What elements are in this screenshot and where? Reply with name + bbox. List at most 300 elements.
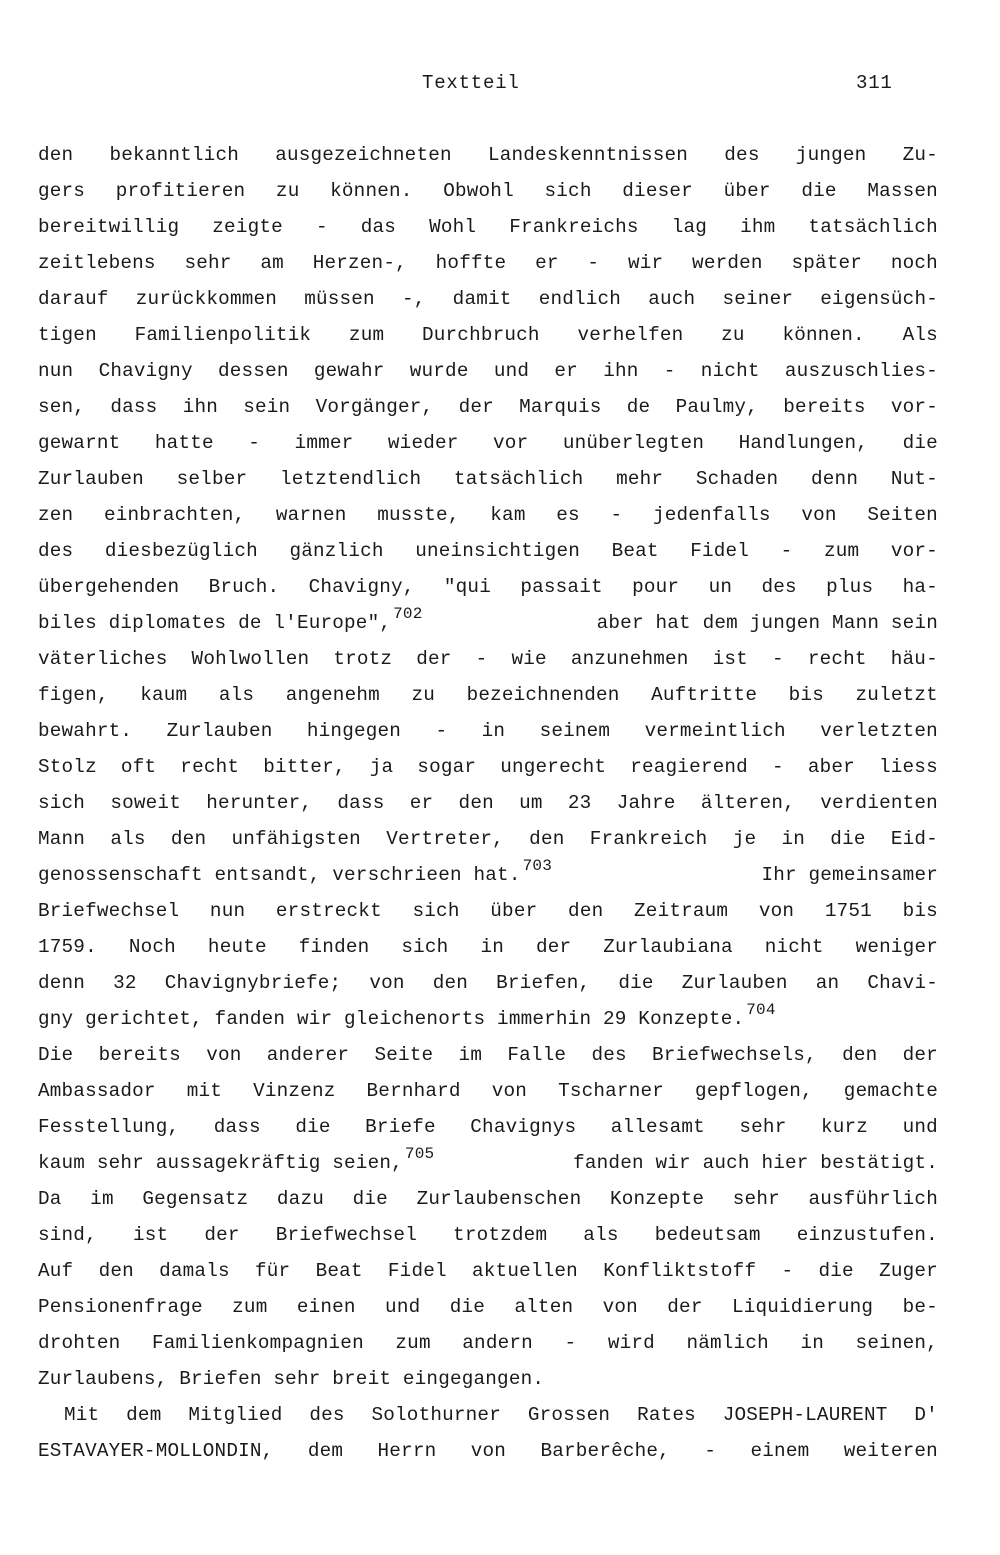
word: als [110, 828, 146, 850]
word: Zurlaubiana [603, 936, 733, 958]
word: später [791, 252, 863, 274]
word: lag [671, 216, 708, 238]
text-line [38, 461, 938, 497]
word: Massen [867, 180, 938, 202]
word: - [663, 360, 676, 382]
word: Nut- [890, 468, 938, 490]
word: die [618, 972, 654, 994]
word: bis [788, 684, 824, 706]
word: zu [721, 324, 745, 346]
word: die [449, 1296, 486, 1318]
word: bezeichnenden [466, 684, 620, 706]
word: Landeskenntnissen [487, 144, 689, 166]
word: gewahr [313, 360, 385, 382]
word: liess [879, 756, 938, 778]
word: kaum [140, 684, 188, 706]
word: Chavignys [470, 1116, 577, 1138]
word: hoffte [435, 252, 507, 274]
word: zum [823, 540, 860, 562]
word: als [218, 684, 255, 706]
text-line [38, 1109, 938, 1145]
word: dazu [276, 1188, 324, 1210]
word: Fesstellung, [38, 1116, 180, 1138]
word: Gegensatz [142, 1188, 249, 1210]
word: eigensüch- [820, 288, 938, 310]
word: unüberlegten [562, 432, 705, 454]
word: seinen, [855, 1332, 938, 1354]
word: denn [38, 972, 86, 994]
word: jungen [795, 144, 867, 166]
word: sind, [38, 1224, 97, 1246]
word: am [260, 252, 284, 274]
word: Solothurner [371, 1404, 501, 1426]
word: des [761, 576, 797, 598]
word: zum [395, 1332, 431, 1354]
word: musste, [377, 504, 460, 526]
text-line-with-footnote [38, 605, 938, 641]
word: - [772, 648, 784, 670]
word: bitter, [263, 756, 346, 778]
word: Tscharner [558, 1080, 665, 1102]
word: Konfliktstoff [603, 1260, 757, 1282]
word: Zurlaubenschen [416, 1188, 582, 1210]
word: diesbezüglich [104, 540, 258, 562]
word: anderer [266, 1044, 350, 1066]
word: gemachte [843, 1080, 938, 1102]
word: von [470, 1440, 507, 1462]
text-line-with-footnote [38, 857, 938, 893]
word: tatsächlich [453, 468, 584, 490]
word: dass [110, 396, 158, 418]
word: dass [337, 792, 385, 814]
word: Obwohl [443, 180, 514, 202]
word: 1751 [824, 900, 872, 922]
word: gepflogen, [695, 1080, 813, 1102]
word: Rates [637, 1404, 696, 1426]
word: Durchbruch [421, 324, 540, 346]
word: hatte [154, 432, 214, 454]
word: ist [712, 648, 748, 670]
word: vor- [890, 540, 938, 562]
text-line-with-footnote [38, 1145, 938, 1181]
word: Mit [64, 1404, 100, 1426]
word: Vorgänger, [315, 396, 434, 418]
word: Auftritte [651, 684, 758, 706]
word: Familienpolitik [134, 324, 312, 346]
word: angenehm [285, 684, 380, 706]
word: Handlungen, [738, 432, 869, 454]
word: Mitglied [188, 1404, 283, 1426]
word: den [98, 1260, 134, 1282]
word: häu- [890, 648, 938, 670]
text-line [38, 929, 938, 965]
word: passait [520, 576, 603, 598]
word: der [535, 936, 572, 958]
word: Vertreter, [386, 828, 504, 850]
word: sen, [38, 396, 86, 418]
text-line [38, 353, 938, 389]
word: finden [298, 936, 370, 958]
text-line [38, 1253, 938, 1289]
word: den [529, 828, 565, 850]
word: verhelfen [577, 324, 684, 346]
text-line [38, 245, 938, 281]
word: nicht [700, 360, 760, 382]
text-line [38, 821, 938, 857]
text-line [38, 533, 938, 569]
word: gänzlich [289, 540, 384, 562]
word: vor- [890, 396, 938, 418]
word: Pensionenfrage [38, 1296, 203, 1318]
word: um [519, 792, 543, 814]
running-title: Textteil [422, 72, 520, 94]
word: ist [132, 1224, 169, 1246]
word: de [626, 396, 651, 418]
word: dieser [622, 180, 693, 202]
word: Frankreichs [509, 216, 639, 238]
word: übergehenden [38, 576, 180, 598]
word: können. [782, 324, 865, 346]
word: anzunehmen [570, 648, 689, 670]
word: Familienkompagnien [151, 1332, 364, 1354]
word: soweit [110, 792, 181, 814]
word: damit [452, 288, 512, 310]
line-text: kaum sehr aussagekräftig seien, [38, 1152, 403, 1174]
word: heute [207, 936, 267, 958]
word: Beat [315, 1260, 363, 1282]
word: un [708, 576, 733, 598]
word: wurde [409, 360, 469, 382]
word: nämlich [686, 1332, 769, 1354]
word: zeitlebens [38, 252, 156, 274]
word: der [416, 648, 452, 670]
word: Zeitraum [634, 900, 729, 922]
word: von [206, 1044, 242, 1066]
word: warnen [275, 504, 347, 526]
word: die [295, 1116, 331, 1138]
word: endlich [538, 288, 622, 310]
word: profitieren [115, 180, 246, 202]
text-line [38, 173, 938, 209]
word: Zurlauben [38, 468, 144, 490]
word: sehr [739, 1116, 787, 1138]
word: das [360, 216, 397, 238]
word: im [458, 1044, 483, 1066]
word: von [801, 504, 837, 526]
word: weniger [855, 936, 938, 958]
word: Die [38, 1044, 74, 1066]
footnote-ref: 704 [746, 1001, 776, 1019]
word: 1759. [38, 936, 97, 958]
word: sehr [732, 1188, 780, 1210]
word: drohten [38, 1332, 121, 1354]
word: den [842, 1044, 878, 1066]
word: letztendlich [279, 468, 422, 490]
text-line [38, 281, 938, 317]
word: die [352, 1188, 388, 1210]
word: je [732, 828, 757, 850]
word: auch [648, 288, 696, 310]
word: - [564, 1332, 577, 1354]
line-segment [38, 857, 552, 893]
word: der [667, 1296, 703, 1318]
word: unfähigsten [231, 828, 361, 850]
footnote-ref: 705 [404, 1145, 435, 1163]
word: - [587, 252, 600, 274]
text-line [38, 209, 938, 245]
word: bis [902, 900, 938, 922]
word: Bernhard [366, 1080, 461, 1102]
word: Zurlauben [681, 972, 788, 994]
word: - [315, 216, 328, 238]
word: die [902, 432, 938, 454]
word: nun [38, 360, 74, 382]
text-line [38, 317, 938, 353]
word: Herzen-, [312, 252, 407, 274]
word: über [723, 180, 771, 202]
line-segment: Ihr gemeinsamer [761, 864, 938, 886]
word: hingegen [306, 720, 402, 742]
word: von [602, 1296, 638, 1318]
word: väterliches [38, 648, 168, 670]
word: auszuschlies- [784, 360, 938, 382]
word: Konzepte [609, 1188, 705, 1210]
line-segment [38, 605, 423, 641]
word: den [568, 900, 604, 922]
text-line [38, 965, 938, 1001]
word: der [902, 1044, 938, 1066]
text-line [38, 749, 938, 785]
text-line [38, 785, 938, 821]
word: 23 [567, 792, 592, 814]
word: Stolz [38, 756, 97, 778]
word: bedeutsam [654, 1224, 761, 1246]
word: bereits [98, 1044, 181, 1066]
word: mit [186, 1080, 223, 1102]
word: zu [275, 180, 300, 202]
word: Mann [38, 828, 86, 850]
word: einzustufen. [796, 1224, 938, 1246]
word: bereitwillig [38, 216, 180, 238]
word: D' [914, 1404, 938, 1426]
word: ja [369, 756, 394, 778]
word: für [255, 1260, 291, 1282]
word: Vinzenz [253, 1080, 336, 1102]
text-line [38, 1037, 938, 1073]
word: wird [607, 1332, 655, 1354]
word: Marquis [519, 396, 602, 418]
word: aber [807, 756, 855, 778]
word: - [772, 756, 784, 778]
word: nun [209, 900, 246, 922]
word: trotzdem [453, 1224, 548, 1246]
word: er [409, 792, 434, 814]
word: des [38, 540, 74, 562]
word: Als [902, 324, 938, 346]
word: er [535, 252, 559, 274]
word: sein [243, 396, 291, 418]
word: darauf [38, 288, 109, 310]
word: über [490, 900, 538, 922]
word: und [902, 1116, 938, 1138]
word: die [818, 1260, 854, 1282]
word: Da [38, 1188, 62, 1210]
word: Grossen [527, 1404, 611, 1426]
word: Eid- [890, 828, 938, 850]
text-line [38, 1181, 938, 1217]
word: Briefe [365, 1116, 436, 1138]
word: in [480, 936, 504, 958]
word: gewarnt [38, 432, 121, 454]
text-line [38, 425, 938, 461]
word: gers [38, 180, 86, 202]
word: in [481, 720, 506, 742]
word: weiteren [843, 1440, 938, 1462]
word: vermeintlich [644, 720, 786, 742]
footnote-ref: 702 [393, 605, 423, 623]
word: zuletzt [855, 684, 938, 706]
text-line [38, 677, 938, 713]
word: Schaden [695, 468, 779, 490]
word: tatsächlich [808, 216, 938, 238]
word: dass [213, 1116, 261, 1138]
word: es [556, 504, 580, 526]
word: reagierend [630, 756, 748, 778]
word: bereits [783, 396, 866, 418]
word: denn [811, 468, 859, 490]
word: -, [401, 288, 426, 310]
word: die [830, 828, 866, 850]
running-header [0, 72, 1000, 102]
word: vor [493, 432, 529, 454]
word: Beat [611, 540, 659, 562]
word: kam [490, 504, 526, 526]
word: herunter, [206, 792, 313, 814]
word: Chavigny, [308, 576, 415, 598]
word: Noch [128, 936, 176, 958]
word: Jahre [616, 792, 676, 814]
word: 32 [113, 972, 137, 994]
word: wir [627, 252, 664, 274]
line-segment [38, 1001, 776, 1037]
word: Ambassador [38, 1080, 156, 1102]
word: - [704, 1440, 717, 1462]
word: Liquidierung [731, 1296, 874, 1318]
word: sehr [184, 252, 232, 274]
word: zu [411, 684, 435, 706]
word: bekanntlich [109, 144, 239, 166]
word: oft [120, 756, 157, 778]
word: als [583, 1224, 619, 1246]
word: ha- [902, 576, 938, 598]
text-line [38, 641, 938, 677]
word: den [432, 972, 469, 994]
word: sich [544, 180, 592, 202]
word: jedenfalls [652, 504, 771, 526]
word: wie [511, 648, 547, 670]
word: einbrachten, [103, 504, 246, 526]
word: selber [176, 468, 248, 490]
word: Zurlauben [166, 720, 273, 742]
line-segment: aber hat dem jungen Mann sein [596, 612, 938, 634]
word: des [591, 1044, 627, 1066]
word: ungerecht [500, 756, 607, 778]
word: den [170, 828, 207, 850]
word: Falle [507, 1044, 567, 1066]
word: plus [826, 576, 874, 598]
word: wieder [387, 432, 459, 454]
word: Wohl [429, 216, 477, 238]
word: - [248, 432, 261, 454]
word: Briefwechsel [275, 1224, 417, 1246]
word: Barberêche, [540, 1440, 670, 1462]
word: "qui [443, 576, 491, 598]
word: pour [632, 576, 680, 598]
word: können. [330, 180, 413, 202]
word: trotz [333, 648, 393, 670]
word: Zu- [902, 144, 938, 166]
word: Chavigny [98, 360, 193, 382]
footnote-ref: 703 [522, 857, 553, 875]
word: zum [348, 324, 385, 346]
word: in [781, 828, 806, 850]
word: tigen [38, 324, 97, 346]
word: dem [126, 1404, 162, 1426]
word: kurz [820, 1116, 869, 1138]
word: und [385, 1296, 421, 1318]
word: des [724, 144, 760, 166]
word: figen, [38, 684, 109, 706]
line-text: gny gerichtet, fanden wir gleichenorts immerhin 29 Konzepte. [38, 1008, 745, 1030]
word: sich [38, 792, 86, 814]
word: recht [807, 648, 867, 670]
word: von [491, 1080, 528, 1102]
word: Chavignybriefe; [164, 972, 342, 994]
word: Auf [38, 1260, 74, 1282]
word: dessen [217, 360, 289, 382]
word: - [475, 648, 488, 670]
word: Wohlwollen [191, 648, 310, 670]
page-number: 311 [856, 72, 893, 94]
text-line [38, 1325, 938, 1361]
word: den [458, 792, 494, 814]
word: ihn [182, 396, 218, 418]
word: Briefwechsel [38, 900, 180, 922]
word: - [435, 720, 448, 742]
text-line: Zurlaubens, Briefen sehr breit eingegangen. [38, 1368, 545, 1390]
word: aktuellen [472, 1260, 578, 1282]
word: und [493, 360, 530, 382]
word: älteren, [700, 792, 795, 814]
word: Seite [374, 1044, 434, 1066]
word: des [309, 1404, 345, 1426]
word: zen [38, 504, 74, 526]
word: Bruch. [208, 576, 280, 598]
text-line [38, 1433, 938, 1469]
word: in [800, 1332, 824, 1354]
word: alten [514, 1296, 574, 1318]
word: - [780, 540, 793, 562]
text-line [38, 1217, 938, 1253]
text-line [38, 389, 938, 425]
word: - [781, 1260, 794, 1282]
word: Zuger [879, 1260, 938, 1282]
word: mehr [616, 468, 664, 490]
word: ihm [740, 216, 776, 238]
word: sich [401, 936, 449, 958]
word: der [458, 396, 494, 418]
word: einem [750, 1440, 810, 1462]
